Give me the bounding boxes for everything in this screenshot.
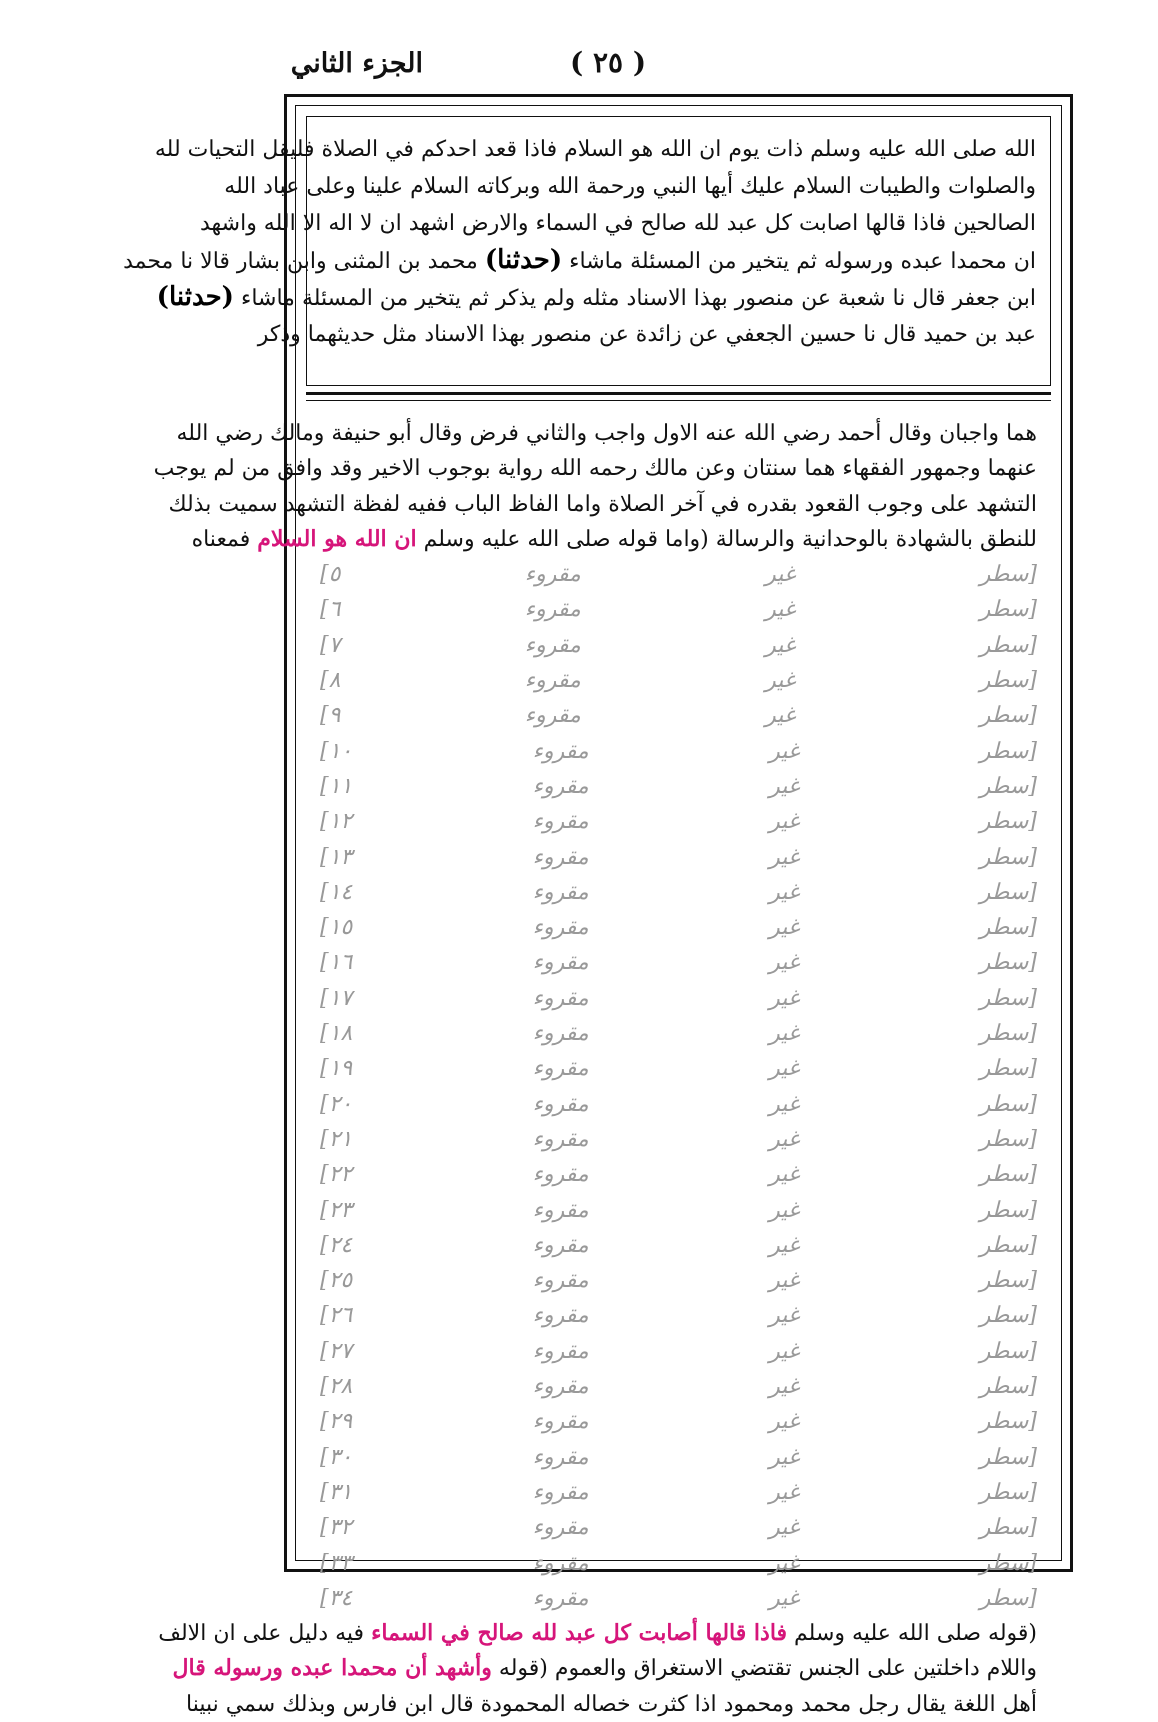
commentary-line	[320, 1404, 1037, 1439]
text-segment: [سطر غير مقروء ٢٦]	[320, 1303, 1037, 1329]
text-segment: [سطر غير مقروء ٣١]	[320, 1479, 1037, 1505]
text-segment: [سطر غير مقروء ٧]	[320, 632, 1037, 658]
hadith-line	[257, 316, 1036, 353]
text-segment: [سطر غير مقروء ١٠]	[320, 738, 1037, 764]
text-segment: [سطر غير مقروء ٩]	[320, 703, 1037, 729]
text-segment: [سطر غير مقروء ١٨]	[320, 1021, 1037, 1047]
text-segment: [سطر غير مقروء ١١]	[320, 773, 1037, 799]
commentary-line	[320, 592, 1037, 627]
text-segment: فمعناه	[191, 526, 258, 552]
text-segment: عنهما وجمهور الفقهاء هما سنتان وعن مالك رحمه الله رواية بوجوب الاخير وقد وافق من لم يوجب	[153, 456, 1037, 482]
commentary-line	[320, 1298, 1037, 1333]
text-segment: [سطر غير مقروء ١٤]	[320, 879, 1037, 905]
text-segment: [سطر غير مقروء ٢٧]	[320, 1338, 1037, 1364]
text-segment: [سطر غير مقروء ٥]	[320, 562, 1037, 588]
hadith-line	[154, 131, 1036, 168]
text-segment: [سطر غير مقروء ١٢]	[320, 809, 1037, 835]
text-segment: [سطر غير مقروء ٨]	[320, 668, 1037, 694]
commentary-line	[320, 1510, 1037, 1545]
commentary-line	[320, 1051, 1037, 1086]
commentary-line	[320, 1157, 1037, 1192]
text-segment: فيه دليل على ان الالف	[158, 1621, 372, 1647]
commentary-line	[320, 734, 1037, 769]
volume-title: الجزء الثاني	[290, 48, 423, 79]
commentary-line	[320, 1263, 1037, 1298]
text-segment: [سطر غير مقروء ٣٤]	[320, 1585, 1037, 1611]
text-segment: (قوله صلى الله عليه وسلم	[787, 1621, 1037, 1647]
text-segment: [سطر غير مقروء ١٣]	[320, 844, 1037, 870]
commentary-line	[320, 663, 1037, 698]
commentary-line	[320, 698, 1037, 733]
text-segment: [سطر غير مقروء ٢٤]	[320, 1232, 1037, 1258]
commentary-line	[320, 1228, 1037, 1263]
page-number: ( ٢٥ )	[570, 46, 647, 79]
hadith-lines	[123, 131, 1036, 353]
text-segment: [سطر غير مقروء ٢٥]	[320, 1268, 1037, 1294]
hadith-line	[199, 205, 1036, 242]
commentary-text	[153, 416, 1037, 1722]
text-segment: الله صلى الله عليه وسلم ذات يوم ان الله هو السلام فاذا قعد احدكم في الصلاة فليقل التحيات لله	[154, 137, 1036, 162]
text-segment: للنطق بالشهادة بالوحدانية والرسالة (واما قوله صلى الله عليه وسلم	[416, 526, 1037, 552]
text-segment: عبد بن حميد قال نا حسين الجعفي عن زائدة عن منصور بهذا الاسناد مثل حديثهما وذكر	[257, 322, 1036, 347]
inner-border	[123, 105, 1062, 1717]
commentary-line	[320, 557, 1037, 592]
keyword-haddathana: (حدثنا)	[484, 245, 563, 275]
commentary-line	[185, 1687, 1037, 1722]
thin-divider	[306, 400, 1051, 401]
commentary-line	[320, 840, 1037, 875]
commentary-line	[176, 416, 1037, 451]
commentary-line	[320, 769, 1037, 804]
text-segment: [سطر غير مقروء ٣٠]	[320, 1444, 1037, 1470]
text-segment: التشهد على وجوب القعود بقدره في آخر الصلاة واما الفاظ الباب ففيه لفظة التشهد سميت بذلك	[168, 491, 1037, 517]
thick-divider	[306, 392, 1051, 395]
commentary-line	[320, 1016, 1037, 1051]
commentary-line	[320, 628, 1037, 663]
highlighted-quote: فاذا قالها أصابت كل عبد لله صالح في السماء	[371, 1620, 788, 1647]
text-segment: [سطر غير مقروء ٣٣]	[320, 1550, 1037, 1576]
commentary-line	[320, 981, 1037, 1016]
hadith-line	[123, 242, 1036, 279]
commentary-line	[320, 1546, 1037, 1581]
commentary-line	[172, 1651, 1037, 1686]
text-segment: [سطر غير مقروء ٢٣]	[320, 1197, 1037, 1223]
commentary-line	[158, 1616, 1037, 1651]
text-segment: [سطر غير مقروء ١٥]	[320, 915, 1037, 941]
text-segment: [سطر غير مقروء ٢٠]	[320, 1091, 1037, 1117]
hadith-text-box	[123, 116, 1051, 386]
highlighted-quote: وأشهد أن محمدا عبده ورسوله قال	[172, 1655, 492, 1682]
text-segment: [سطر غير مقروء ٢١]	[320, 1126, 1037, 1152]
text-segment: واللام داخلتين على الجنس تقتضي الاستغراق والعموم (قوله	[491, 1656, 1037, 1682]
text-segment: [سطر غير مقروء ٢٢]	[320, 1162, 1037, 1188]
text-segment: [سطر غير مقروء ٦]	[320, 597, 1037, 623]
commentary-line	[320, 1334, 1037, 1369]
commentary-line	[320, 945, 1037, 980]
text-segment: أهل اللغة يقال رجل محمد ومحمود اذا كثرت خصاله المحمودة قال ابن فارس وبذلك سمي نبينا	[185, 1691, 1037, 1717]
text-segment: [سطر غير مقروء ١٦]	[320, 950, 1037, 976]
commentary-line	[320, 1122, 1037, 1157]
hadith-line	[224, 168, 1036, 205]
commentary-line	[320, 1581, 1037, 1616]
commentary-line	[320, 910, 1037, 945]
page-frame	[123, 94, 1073, 1717]
hadith-line	[156, 279, 1036, 316]
text-segment: هما واجبان وقال أحمد رضي الله عنه الاول واجب والثاني فرض وقال أبو حنيفة ومالك رضي الله	[176, 421, 1037, 446]
text-segment: [سطر غير مقروء ١٧]	[320, 985, 1037, 1011]
text-segment: [سطر غير مقروء ٢٩]	[320, 1409, 1037, 1435]
highlighted-quote: ان الله هو السلام	[257, 525, 417, 552]
commentary-line	[191, 522, 1037, 557]
commentary-line	[320, 875, 1037, 910]
commentary-line	[320, 1369, 1037, 1404]
text-segment: [سطر غير مقروء ٣٢]	[320, 1515, 1037, 1541]
text-segment: [سطر غير مقروء ١٩]	[320, 1056, 1037, 1082]
commentary-line	[153, 451, 1037, 486]
commentary-line	[320, 1475, 1037, 1510]
text-segment: ابن جعفر قال نا شعبة عن منصور بهذا الاسناد مثله ولم يذكر ثم يتخير من المسئلة ماشاء	[233, 286, 1036, 311]
page-header	[0, 42, 1158, 92]
commentary-line	[320, 1440, 1037, 1475]
text-segment: الصالحين فاذا قالها اصابت كل عبد لله صالح في السماء والارض اشهد ان لا اله الا الله واشهد	[199, 211, 1036, 236]
text-segment: والصلوات والطيبات السلام عليك أيها النبي ورحمة الله وبركاته السلام علينا وعلى عباد الله	[224, 174, 1036, 199]
commentary-line	[320, 804, 1037, 839]
commentary-line	[168, 487, 1037, 522]
text-segment: [سطر غير مقروء ٢٨]	[320, 1374, 1037, 1400]
text-segment: ان محمدا عبده ورسوله ثم يتخير من المسئلة ماشاء	[562, 249, 1036, 274]
commentary-line	[320, 1193, 1037, 1228]
text-segment: محمد بن المثنى وابن بشار قالا نا محمد	[123, 249, 485, 274]
commentary-line	[320, 1087, 1037, 1122]
keyword-haddathana: (حدثنا)	[156, 282, 234, 312]
